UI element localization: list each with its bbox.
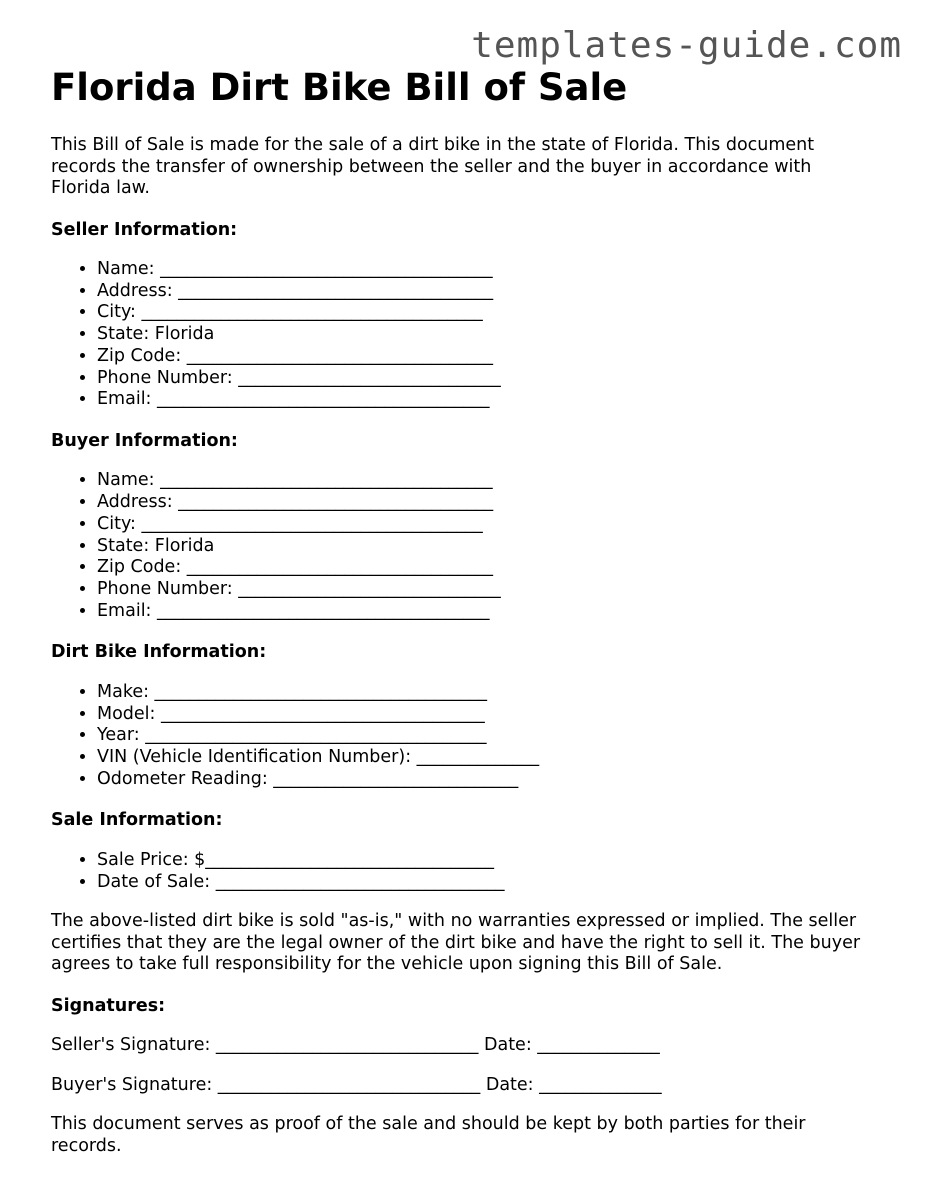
seller-section [51, 220, 871, 411]
buyer-state-field: • State: Florida [97, 536, 871, 558]
bike-heading: Dirt Bike Information: [51, 642, 267, 663]
seller-city-field: • City: _______________________________________ [97, 302, 871, 324]
bike-make-field: • Make: ______________________________________ [97, 682, 871, 704]
disclaimer-paragraph: The above-listed dirt bike is sold "as-is," with no warranties expressed or implied. The seller certifies that they are the legal owner of the dirt bike and have the right to sell it. The buyer agrees to take full responsibility for the vehicle upon signing this Bill of Sale. [51, 911, 861, 975]
bike-field-list [51, 682, 871, 791]
bike-section [51, 642, 871, 790]
bike-model-field: • Model: _____________________________________ [97, 704, 871, 726]
intro-paragraph: This Bill of Sale is made for the sale of a dirt bike in the state of Florida. This document records the transfer of ownership between the seller and the buyer in accordance with Florida law. [51, 135, 815, 198]
seller-email-field: • Email: ______________________________________ [97, 389, 871, 411]
sale-heading: Sale Information: [51, 810, 223, 831]
buyer-field-list [51, 470, 871, 622]
signatures-section [51, 996, 871, 1097]
buyer-signature-line: Buyer's Signature: ______________________________ Date: ______________ [51, 1074, 662, 1095]
buyer-zip-field: • Zip Code: ___________________________________ [97, 557, 871, 579]
sale-field-list [51, 850, 871, 893]
sale-price-field: • Sale Price: $_________________________________ [97, 850, 871, 872]
buyer-address-field: • Address: ____________________________________ [97, 492, 871, 514]
document [51, 64, 871, 1157]
buyer-email-field: • Email: ______________________________________ [97, 601, 871, 623]
watermark-text: templates-guide.com [471, 25, 902, 66]
buyer-phone-field: • Phone Number: ______________________________ [97, 579, 871, 601]
seller-field-list [51, 259, 871, 411]
seller-signature-line: Seller's Signature: ______________________________ Date: ______________ [51, 1035, 660, 1056]
seller-state-field: • State: Florida [97, 324, 871, 346]
buyer-name-field: • Name: ______________________________________ [97, 470, 871, 492]
buyer-section [51, 431, 871, 622]
buyer-heading: Buyer Information: [51, 430, 238, 451]
seller-heading: Seller Information: [51, 219, 238, 240]
bike-year-field: • Year: _______________________________________ [97, 725, 871, 747]
sale-section [51, 810, 871, 893]
bike-vin-field: • VIN (Vehicle Identification Number): ______________ [97, 747, 871, 769]
seller-zip-field: • Zip Code: ___________________________________ [97, 346, 871, 368]
signatures-heading: Signatures: [51, 995, 166, 1016]
seller-name-field: • Name: ______________________________________ [97, 259, 871, 281]
closing-paragraph: This document serves as proof of the sale and should be kept by both parties for their records. [51, 1114, 806, 1156]
seller-phone-field: • Phone Number: ______________________________ [97, 368, 871, 390]
buyer-city-field: • City: _______________________________________ [97, 514, 871, 536]
seller-address-field: • Address: ____________________________________ [97, 281, 871, 303]
bike-odometer-field: • Odometer Reading: ____________________________ [97, 769, 871, 791]
sale-date-field: • Date of Sale: _________________________________ [97, 872, 871, 894]
document-title: Florida Dirt Bike Bill of Sale [51, 66, 628, 109]
